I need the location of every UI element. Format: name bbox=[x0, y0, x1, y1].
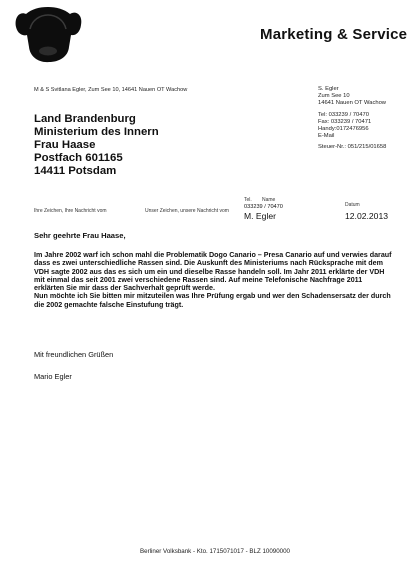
recipient-line: Postfach 601165 bbox=[34, 152, 123, 164]
letter-body bbox=[34, 251, 394, 309]
recipient-address-block bbox=[34, 113, 159, 178]
dog-head-logo bbox=[12, 5, 84, 65]
ref-value-datum: 12.02.2013 bbox=[345, 211, 389, 221]
recipient-line: Ministerium des Innern bbox=[34, 126, 159, 138]
ref-label-datum: Datum bbox=[345, 202, 360, 208]
sender-fax: Fax: 033239 / 70471 bbox=[318, 118, 372, 125]
letter-closing: Mit freundlichen Grüßen bbox=[34, 350, 114, 359]
sender-email: E-Mail bbox=[318, 133, 335, 140]
letter-signer: Mario Egler bbox=[34, 372, 72, 381]
letter-salutation: Sehr geehrte Frau Haase, bbox=[34, 231, 126, 240]
sender-name: S. Egler bbox=[318, 86, 339, 92]
sender-return-address: M & S Svitlana Egler, Zum See 10, 14641 Nauen OT Wachow bbox=[34, 87, 188, 93]
letter-paragraph: Nun möchte ich Sie bitten mir mitzuteilen was Ihre Prüfung ergab und wer den Schadensersatz der durch die 2002 gemachte falsche Einstufung trägt. bbox=[34, 292, 391, 309]
ref-label-ihre-zeichen: Ihre Zeichen, Ihre Nachricht vom bbox=[34, 208, 107, 214]
ref-value-tel: 033239 / 70470 bbox=[244, 204, 283, 210]
ref-label-unser-zeichen: Unser Zeichen, unsere Nachricht vom bbox=[145, 208, 229, 214]
ref-label-name: Name bbox=[262, 197, 276, 203]
sender-info-block bbox=[318, 86, 386, 152]
letter-paragraph: Im Jahre 2002 warf ich schon mahl die Problematik Dogo Canario – Presa Canario auf und verwies darauf dass es zwei unterschiedliche Rassen sind. Die Auskunft des Ministeriums nach Rücksprache mit dem VDH sagte 2002 aus das es sich um ein und dieselbe Rasse handeln soll. Im Jahr 2011 erklärte der VDH mit einmal das seit 2001 zwei verschiedene Rassen sind. Auf meine Telefonische Nachfrage 2011 erklärten Sie mir dass der Sachverhalt geprüft werde. bbox=[34, 251, 392, 293]
sender-city: 14641 Nauen OT Wachow bbox=[318, 100, 386, 107]
sender-tel: Tel: 033239 / 70470 bbox=[318, 111, 369, 118]
bank-footer: Berliner Volksbank - Kto. 1715071017 - BLZ 10090000 bbox=[140, 548, 290, 555]
recipient-line: 14411 Potsdam bbox=[34, 165, 117, 177]
ref-value-name: M. Egler bbox=[244, 211, 276, 221]
sender-street: Zum See 10 bbox=[318, 93, 350, 100]
sender-handy: Handy:0172476956 bbox=[318, 126, 369, 133]
ref-label-tel: Tel. bbox=[244, 197, 252, 203]
recipient-line: Frau Haase bbox=[34, 139, 96, 151]
company-brand-title: Marketing & Service bbox=[260, 26, 408, 43]
sender-tax-number: Steuer-Nr.: 051/215/01658 bbox=[318, 144, 387, 151]
recipient-line: Land Brandenburg bbox=[34, 113, 136, 125]
